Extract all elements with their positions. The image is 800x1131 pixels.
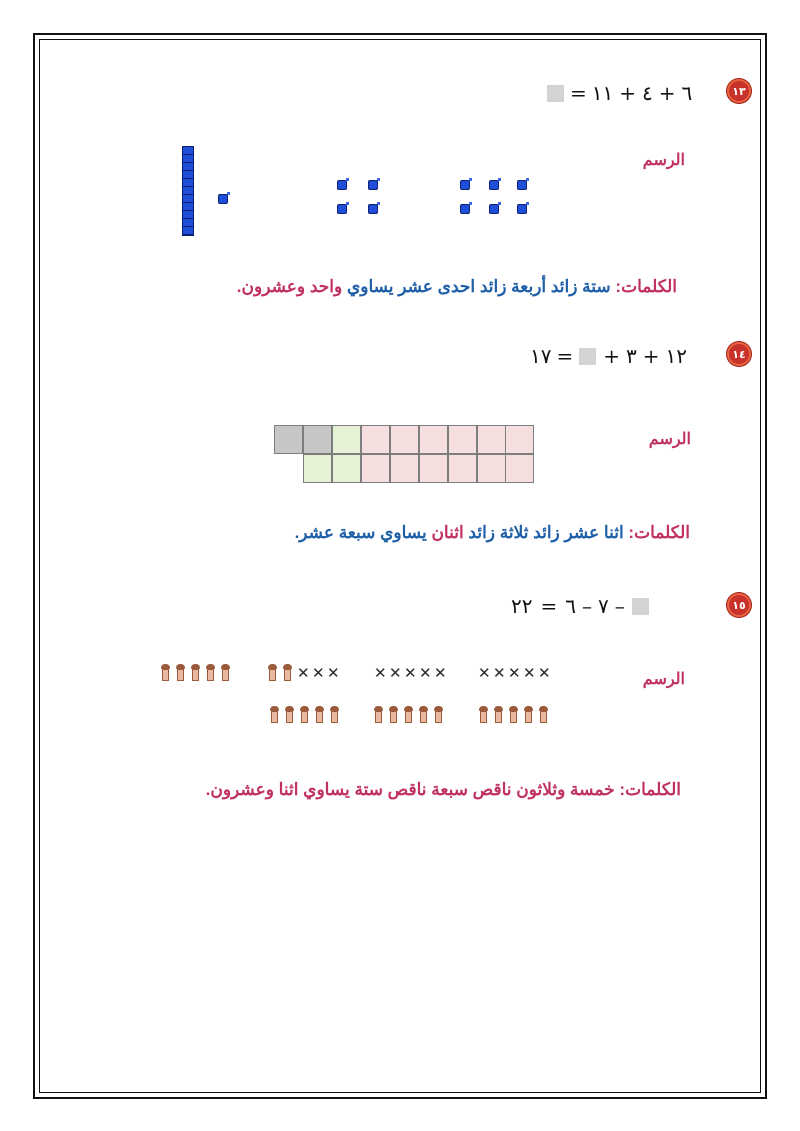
counter-pill (404, 706, 413, 723)
ten-rod (182, 146, 194, 236)
counter-pill (176, 664, 185, 681)
equation-result: ١٧ (530, 344, 552, 368)
unit-cube (489, 180, 499, 190)
words-text: يساوي سبعة عشر. (294, 523, 427, 542)
counter-pill (330, 706, 339, 723)
problem-number-badge (727, 79, 751, 103)
words-text: خمسة وثلاثون ناقص سبعة ناقص ستة يساوي اثنا وعشرون. (205, 780, 615, 799)
equation-term: ٧ (598, 594, 609, 618)
counter-pill (389, 706, 398, 723)
grid-cell (361, 425, 390, 454)
unit-cube (368, 204, 378, 214)
grid-cell (332, 454, 361, 483)
crossed-counter: ✕ (434, 664, 447, 682)
equation (546, 81, 692, 105)
crossed-counter: ✕ (374, 664, 387, 682)
equation-equals: = (556, 344, 574, 368)
crossed-counter: ✕ (419, 664, 432, 682)
counter-pill (509, 706, 518, 723)
grid-cell (477, 454, 506, 483)
grid-cell (419, 425, 448, 454)
counter-pill (221, 664, 230, 681)
grid-cell (361, 454, 390, 483)
drawing-label: الرسم (642, 152, 685, 169)
crossed-counter: ✕ (389, 664, 402, 682)
words-answer: اثنان (431, 523, 464, 542)
crossed-counter: ✕ (327, 664, 340, 682)
grid-cell (390, 425, 419, 454)
words-text: اثنا عشر زائد ثلاثة زائد (468, 523, 624, 542)
grid-cell (419, 454, 448, 483)
equation-equals: = (540, 594, 558, 618)
words-label: الكلمات: (619, 780, 681, 799)
crossed-counter: ✕ (478, 664, 491, 682)
counter-pill (268, 664, 277, 681)
counter-pill (494, 706, 503, 723)
crossed-counter: ✕ (312, 664, 325, 682)
equation-operator: – (582, 594, 592, 618)
drawing-label: الرسم (642, 671, 685, 688)
equation-term: ٦ (565, 594, 576, 618)
answer-blank-box (579, 348, 596, 365)
grid-cell (303, 454, 332, 483)
words-sentence (237, 277, 677, 297)
crossed-counter: ✕ (404, 664, 417, 682)
crossed-counter: ✕ (538, 664, 551, 682)
equation-operator: + (658, 81, 676, 105)
crossed-counter: ✕ (493, 664, 506, 682)
grid-cell (505, 454, 534, 483)
unit-cube (517, 180, 527, 190)
unit-cube (337, 204, 347, 214)
equation-operator: – (614, 594, 625, 618)
words-sentence (295, 523, 690, 543)
grid-cell (303, 425, 332, 454)
counter-pill (524, 706, 533, 723)
problem-number: ١٣ (732, 84, 746, 98)
equation-result: ٢٢ (511, 594, 533, 618)
words-answer: واحد وعشرون. (236, 277, 343, 296)
counter-pill (479, 706, 488, 723)
equation-term: ٦ (681, 81, 693, 105)
grid-cell (332, 425, 361, 454)
counter-pill (285, 706, 294, 723)
unit-cube (368, 180, 378, 190)
unit-cube (460, 204, 470, 214)
grid-cell (448, 425, 477, 454)
problem-number-badge (727, 593, 751, 617)
equation-operator: + (619, 81, 637, 105)
unit-cube (337, 180, 347, 190)
grid-cell (505, 425, 534, 454)
answer-blank-box (547, 85, 564, 102)
counter-pill (161, 664, 170, 681)
equation-operator: + (603, 344, 621, 368)
page-border-inner (39, 39, 761, 1093)
crossed-counter: ✕ (523, 664, 536, 682)
equation-term: ١١ (591, 81, 614, 105)
counter-pill (374, 706, 383, 723)
counter-pill (419, 706, 428, 723)
counter-pill (191, 664, 200, 681)
crossed-counter: ✕ (297, 664, 310, 682)
answer-blank-box (632, 598, 649, 615)
words-label: الكلمات: (628, 523, 690, 542)
problem-number: ١٤ (732, 347, 746, 361)
counter-pill (539, 706, 548, 723)
grid-cell (477, 425, 506, 454)
counter-pill (315, 706, 324, 723)
crossed-counter: ✕ (508, 664, 521, 682)
equation-term: ١٢ (665, 344, 688, 368)
counter-pill (270, 706, 279, 723)
unit-cube (218, 194, 228, 204)
grid-cell (274, 425, 303, 454)
equation-operator: + (642, 344, 660, 368)
counter-pill (206, 664, 215, 681)
drawing-label: الرسم (648, 431, 691, 448)
problem-number: ١٥ (732, 598, 746, 612)
counter-pill (434, 706, 443, 723)
words-sentence (206, 780, 681, 800)
equation-term: ٤ (642, 81, 653, 105)
equation (511, 594, 650, 618)
counter-pill (300, 706, 309, 723)
unit-cube (460, 180, 470, 190)
grid-cell (390, 454, 419, 483)
unit-cube (517, 204, 527, 214)
equation-term: ٣ (626, 344, 637, 368)
words-label: الكلمات: (615, 277, 677, 296)
equation (530, 344, 687, 368)
counter-pill (283, 664, 292, 681)
unit-cube (489, 204, 499, 214)
words-text: ستة زائد أربعة زائد احدى عشر يساوي (346, 277, 611, 296)
equation-equals: = (570, 81, 587, 105)
problem-number-badge (727, 342, 751, 366)
grid-cell (448, 454, 477, 483)
